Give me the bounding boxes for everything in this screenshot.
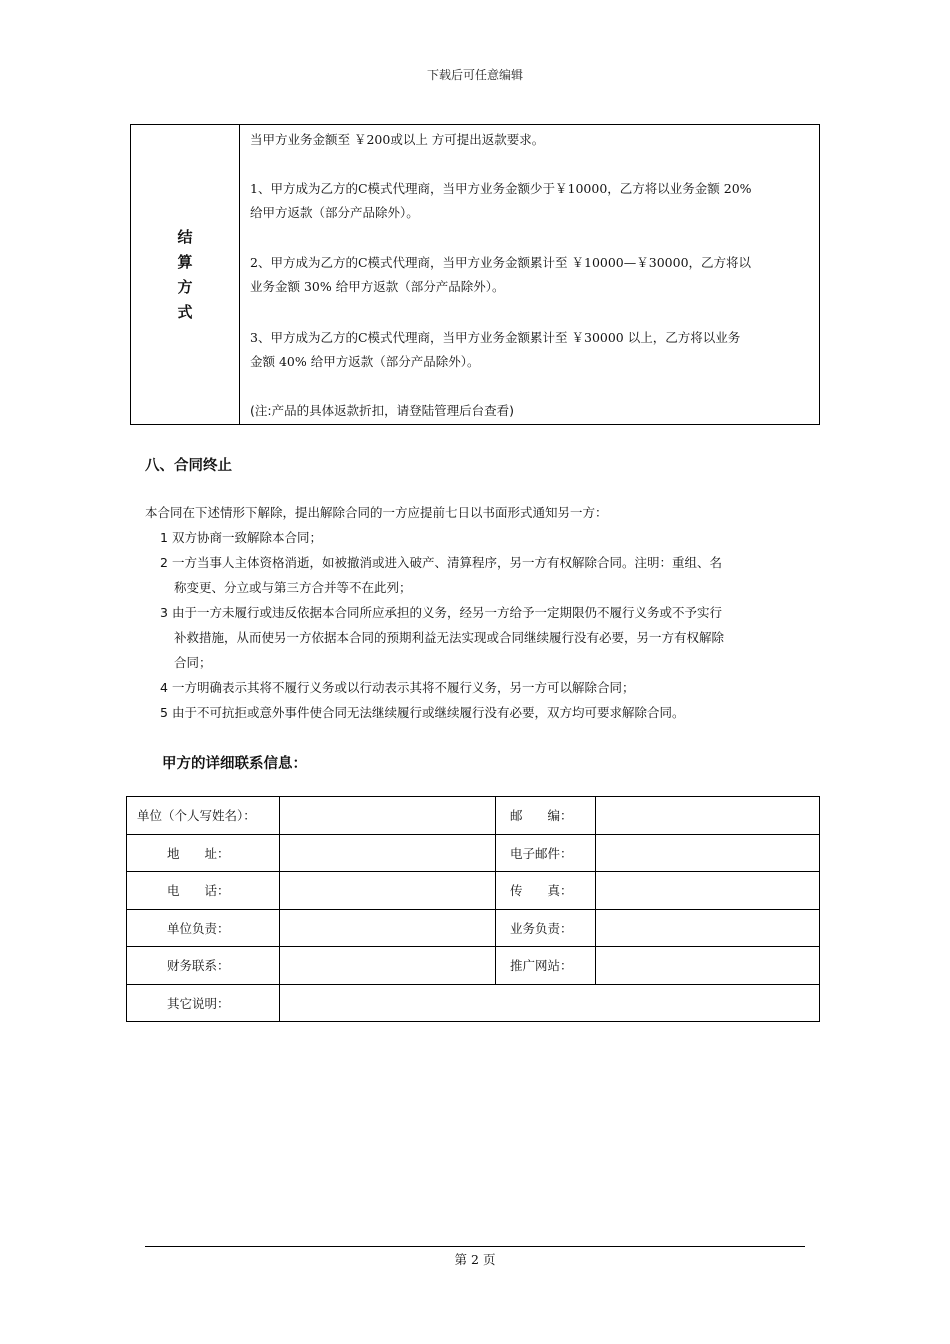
contact-row xyxy=(127,872,820,910)
item-number: 3 xyxy=(160,605,168,620)
fax-label: 传 真： xyxy=(496,872,596,910)
page-number: 第 2 页 xyxy=(454,1252,496,1267)
contact-row xyxy=(127,947,820,985)
settlement-table xyxy=(130,124,820,425)
footer-divider xyxy=(145,1246,805,1247)
settlement-item-3a: 3、甲方成为乙方的C模式代理商，当甲方业务金额累计至 ￥30000 以上，乙方将以业务 xyxy=(250,330,741,345)
item-text: 由于不可抗拒或意外事件使合同无法继续履行或继续履行没有必要，双方均可要求解除合同。 xyxy=(171,705,685,720)
finance-value[interactable] xyxy=(280,947,496,985)
fax-value[interactable] xyxy=(596,872,820,910)
termination-item-1 xyxy=(160,528,322,546)
item-number: 1 xyxy=(160,530,168,545)
contact-row xyxy=(127,834,820,872)
business-head-label: 业务负责： xyxy=(496,909,596,947)
email-label: 电子邮件： xyxy=(496,834,596,872)
item-number: 2 xyxy=(160,555,168,570)
termination-item-2-cont: 称变更、分立或与第三方合并等不在此列； xyxy=(174,580,412,595)
website-label: 推广网站： xyxy=(496,947,596,985)
unit-label: 单位（个人写姓名）： xyxy=(127,797,280,835)
other-value[interactable] xyxy=(280,984,820,1022)
termination-intro: 本合同在下述情形下解除，提出解除合同的一方应提前七日以书面形式通知另一方： xyxy=(145,505,608,520)
unit-value[interactable] xyxy=(280,797,496,835)
item-text: 一方明确表示其将不履行义务或以行动表示其将不履行义务，另一方可以解除合同； xyxy=(171,680,635,695)
postcode-value[interactable] xyxy=(596,797,820,835)
contact-table xyxy=(126,796,820,1022)
contact-row xyxy=(127,984,820,1022)
termination-item-3 xyxy=(160,603,722,621)
phone-label: 电 话： xyxy=(127,872,280,910)
business-head-value[interactable] xyxy=(596,909,820,947)
termination-item-3-cont-2: 合同； xyxy=(174,655,212,670)
settlement-line-0: 当甲方业务金额至 ￥200或以上 方可提出返款要求。 xyxy=(250,132,545,147)
item-number: 4 xyxy=(160,680,168,695)
other-label: 其它说明： xyxy=(127,984,280,1022)
address-label: 地 址： xyxy=(127,834,280,872)
settlement-item-1b: 给甲方返款（部分产品除外）。 xyxy=(250,205,419,220)
contact-row xyxy=(127,909,820,947)
page-header: 下载后可任意编辑 xyxy=(426,68,523,82)
unit-head-value[interactable] xyxy=(280,909,496,947)
termination-item-4 xyxy=(160,678,634,696)
unit-head-label: 单位负责： xyxy=(127,909,280,947)
item-text: 由于一方未履行或违反依据本合同所应承担的义务，经另一方给予一定期限仍不履行义务或不予实行 xyxy=(171,605,722,620)
settlement-note: (注:产品的具体返款折扣，请登陆管理后台查看) xyxy=(250,403,514,418)
item-number: 5 xyxy=(160,705,168,720)
settlement-item-2a: 2、甲方成为乙方的C模式代理商，当甲方业务金额累计至 ￥10000—￥30000，乙方将以 xyxy=(250,255,752,270)
settlement-item-1a: 1、甲方成为乙方的C模式代理商，当甲方业务金额少于￥10000，乙方将以业务金额 20% xyxy=(250,181,752,196)
address-value[interactable] xyxy=(280,834,496,872)
settlement-item-3b: 金额 40% 给甲方返款（部分产品除外）。 xyxy=(250,354,480,369)
contact-row xyxy=(127,797,820,835)
settlement-label-cell xyxy=(131,125,240,425)
settlement-item-2b: 业务金额 30% 给甲方返款（部分产品除外）。 xyxy=(250,279,505,294)
termination-item-3-cont-1: 补救措施，从而使另一方依据本合同的预期利益无法实现或合同继续履行没有必要，另一方有权解除 xyxy=(174,630,725,645)
finance-label: 财务联系： xyxy=(127,947,280,985)
phone-value[interactable] xyxy=(280,872,496,910)
postcode-label: 邮 编： xyxy=(496,797,596,835)
termination-item-5 xyxy=(160,703,684,721)
email-value[interactable] xyxy=(596,834,820,872)
termination-title: 八、合同终止 xyxy=(145,458,232,474)
termination-item-2 xyxy=(160,553,722,571)
contact-title: 甲方的详细联系信息： xyxy=(162,756,307,772)
website-value[interactable] xyxy=(596,947,820,985)
settlement-content-cell xyxy=(240,125,820,425)
item-text: 双方协商一致解除本合同； xyxy=(171,530,322,545)
settlement-label: 结算方式 xyxy=(177,227,193,321)
item-text: 一方当事人主体资格消逝，如被撤消或进入破产、清算程序，另一方有权解除合同。注明：重组、名 xyxy=(171,555,722,570)
